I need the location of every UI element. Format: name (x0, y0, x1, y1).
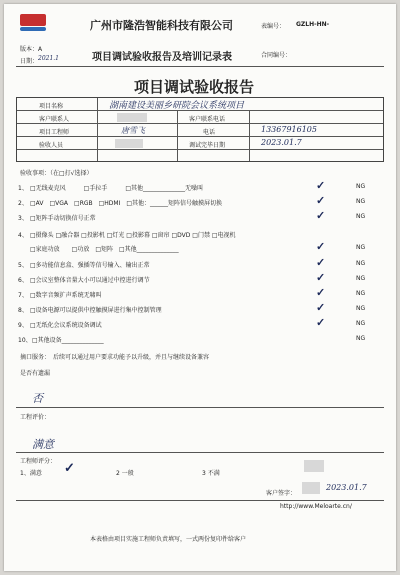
report-title: 项目调试验收报告 (134, 78, 255, 96)
item-number: 7、 (18, 292, 28, 299)
finish-time-label: 调试完毕日期 (189, 142, 226, 149)
acceptance-item (18, 209, 384, 224)
engineer-value: 唐雪飞 (121, 126, 145, 135)
item-ng-label: NG (356, 335, 366, 342)
score-option-satisfied: 1、满意 (20, 470, 42, 477)
item-ng-label: NG (356, 198, 366, 205)
item-number: 2、 (18, 200, 28, 207)
item-text: □无线麦克风 □手拉手 □其他______________无噪叫 (30, 185, 204, 192)
item-number: 4、 (18, 232, 28, 239)
item-text: □设备电源可以提供中控触摸屏进行集中控制管理 (30, 307, 162, 314)
header-divider (16, 66, 384, 67)
engineer-label: 项目工程师 (39, 129, 70, 136)
section-divider (16, 452, 384, 453)
footer-divider (16, 500, 384, 501)
item-ng-label: NG (356, 244, 366, 251)
form-number-value: GZLH-HN- (296, 21, 330, 28)
info-table-col (249, 111, 250, 161)
score-option-average: 2 一般 (116, 470, 134, 477)
item-ng-label: NG (356, 305, 366, 312)
item-text: □摄像头 □融合器 □投影机 □灯光 □投影幕 □窗帘 □DVD □门禁 □电视机 (30, 232, 236, 239)
acceptance-item (18, 179, 384, 194)
item-number: 9、 (18, 322, 28, 329)
acceptance-item (18, 271, 384, 286)
phone-label: 电话 (203, 129, 216, 136)
omission-label: 是否有遗漏 (20, 370, 51, 377)
acceptance-item (18, 240, 384, 255)
phone-value: 13367916105 (261, 125, 317, 134)
client-signature-label: 客户签字： (266, 490, 297, 497)
item-text: □矩阵手动切换信号正常 (30, 215, 96, 222)
item-ng-label: NG (356, 320, 366, 327)
info-table-col (97, 98, 98, 161)
info-table-rule (17, 123, 383, 124)
acceptance-item (18, 286, 384, 301)
item-ng-label: NG (356, 275, 366, 282)
footer-note: 本表格由项目实施工程师负责填写，一式两份复印件给客户 (90, 536, 247, 543)
date-label: 日期： (20, 58, 39, 65)
item-text: □数字音频扩声系统无啸叫 (30, 292, 102, 299)
item-check-mark: ✓ (316, 209, 326, 222)
acceptance-item (18, 229, 384, 241)
item-text: □其他设备______________ (32, 337, 104, 344)
company-logo-mark (20, 27, 46, 31)
info-table-rule (17, 149, 383, 150)
item-check-mark: ✓ (316, 286, 326, 299)
acceptor-redacted (115, 139, 143, 148)
client-phone-label: 客户联系电话 (189, 116, 226, 123)
client-signature-date: 2023.01.7 (326, 483, 367, 492)
evaluation-label: 工程评价： (20, 414, 51, 421)
score-label: 工程师评分： (20, 458, 57, 465)
finish-time-value: 2023.01.7 (261, 138, 302, 147)
omission-value: 否 (32, 392, 43, 405)
item-ng-label: NG (356, 290, 366, 297)
item-text: □多功能信息盒、强插等信号输入、输出正常 (30, 262, 150, 269)
section-divider (16, 407, 384, 408)
item-check-mark: ✓ (316, 316, 326, 329)
item-ng-label: NG (356, 260, 366, 267)
client-signature-redacted (304, 460, 324, 472)
document-page (4, 4, 396, 571)
acceptance-item (18, 194, 384, 209)
form-number-label: 表编号： (261, 23, 286, 30)
acceptance-item (18, 301, 384, 316)
project-name-label: 项目名称 (39, 103, 64, 110)
acceptance-header: 验收事项：（在□打√选择） (20, 170, 93, 177)
acceptance-item (18, 256, 384, 271)
item-number: 3、 (18, 215, 28, 222)
item-check-mark: ✓ (316, 301, 326, 314)
item-ng-label: NG (356, 213, 366, 220)
score-satisfied-check: ✓ (64, 461, 75, 476)
item-number: 1、 (18, 185, 28, 192)
item-check-mark: ✓ (316, 179, 326, 192)
info-table (16, 97, 384, 162)
item-number: 10、 (18, 337, 32, 344)
acceptor-label: 验收人员 (39, 142, 64, 149)
client-contact-redacted (117, 113, 147, 122)
item-text: □会议室整体音量大小可以通过中控进行调节 (30, 277, 150, 284)
evaluation-signature: 满意 (32, 438, 54, 451)
score-option-unsatisfied: 3 不满 (202, 470, 220, 477)
client-contact-label: 客户联系人 (39, 116, 70, 123)
item-number: 6、 (18, 277, 28, 284)
item-text: □AV □VGA □RGB □HDMI □其他：______矩阵信号触摸屏切换 (30, 200, 223, 207)
info-table-rule (17, 136, 383, 137)
date-value: 2021.1 (38, 55, 59, 62)
contract-number-label: 合同编号： (261, 52, 292, 59)
company-name: 广州市隆浩智能科技有限公司 (90, 19, 233, 32)
item-check-mark: ✓ (316, 194, 326, 207)
item-ng-label: NG (356, 183, 366, 190)
item-number: 5、 (18, 262, 28, 269)
service-note: 摘口服务： 后续可以通过用户要求功能予以升级，并且与继续设备兼容 (20, 354, 210, 361)
project-name-value: 湖南建设美丽乡研院会议系统项目 (109, 101, 245, 111)
item-number: 8、 (18, 307, 28, 314)
company-website: http://www.Meloarte.cn/ (280, 503, 352, 510)
item-check-mark: ✓ (316, 240, 326, 253)
item-check-mark: ✓ (316, 271, 326, 284)
info-table-col (177, 111, 178, 161)
acceptance-item (18, 334, 384, 346)
client-name-redacted (302, 482, 320, 494)
form-subtitle: 项目调试验收报告及培训记录表 (92, 52, 232, 63)
item-text: □家庭功放 □功放 □矩阵 □其他______________ (30, 246, 179, 253)
item-check-mark: ✓ (316, 256, 326, 269)
version-label: 版本：A (20, 46, 43, 53)
item-text: □无纸化会议系统设备调试 (30, 322, 102, 329)
acceptance-item (18, 316, 384, 331)
company-logo-icon (20, 14, 46, 26)
